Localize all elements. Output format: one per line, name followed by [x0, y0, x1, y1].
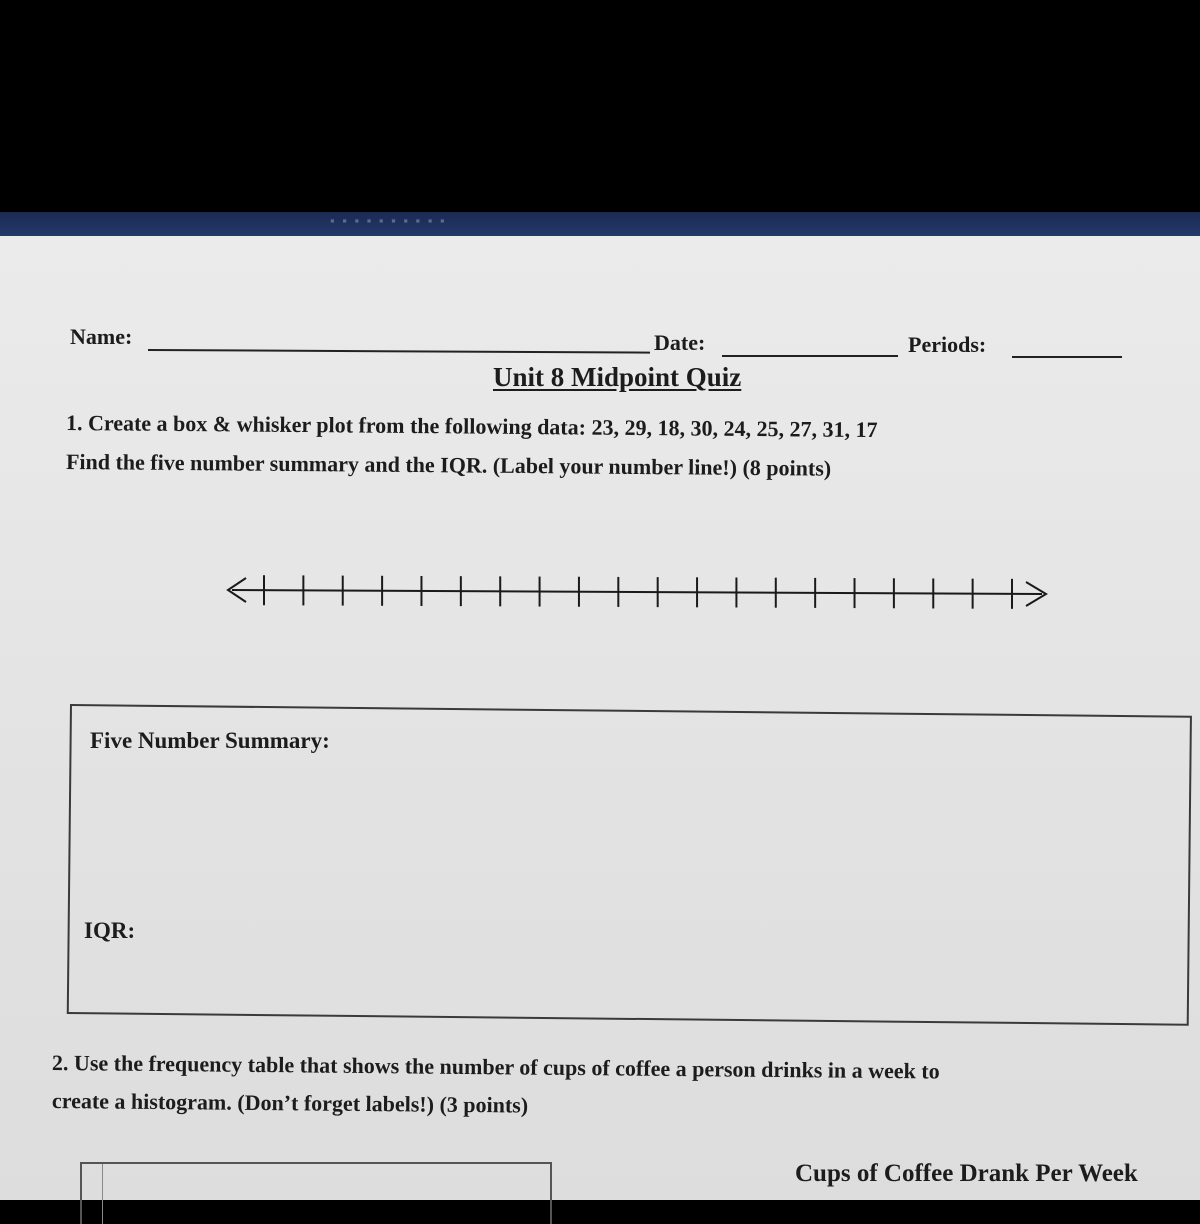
quiz-title: Unit 8 Midpoint Quiz — [493, 362, 742, 392]
black-background — [0, 0, 1200, 212]
question-1-line-2: Find the five number summary and the IQR. (Label your number line!) (8 points) — [65, 449, 832, 481]
periods-line[interactable] — [1012, 356, 1122, 358]
number-line-axis — [232, 590, 1042, 594]
number-line — [220, 570, 1060, 620]
table-title: Cups of Coffee Drank Per Week — [795, 1160, 1138, 1187]
table-divider — [102, 1164, 103, 1224]
name-label: Name: — [70, 324, 133, 349]
five-number-summary-label: Five Number Summary: — [90, 728, 330, 753]
frequency-table — [80, 1162, 552, 1224]
title-bar-text: ▪ ▪ ▪ ▪ ▪ ▪ ▪ ▪ ▪ ▪ — [330, 213, 447, 228]
iqr-label: IQR: — [84, 918, 136, 943]
periods-label: Periods: — [908, 332, 987, 357]
window-title-bar — [0, 212, 1200, 236]
date-label: Date: — [654, 330, 706, 355]
question-2-line-2: create a histogram. (Don’t forget labels!) (3 points) — [51, 1088, 529, 1118]
date-line[interactable] — [722, 355, 898, 357]
question-2-line-1: 2. Use the frequency table that shows the number of cups of coffee a person drinks in a week to — [51, 1050, 940, 1084]
question-1-line-1: 1. Create a box & whisker plot from the following data: 23, 29, 18, 30, 24, 25, 27, 31, 17 — [65, 410, 878, 443]
